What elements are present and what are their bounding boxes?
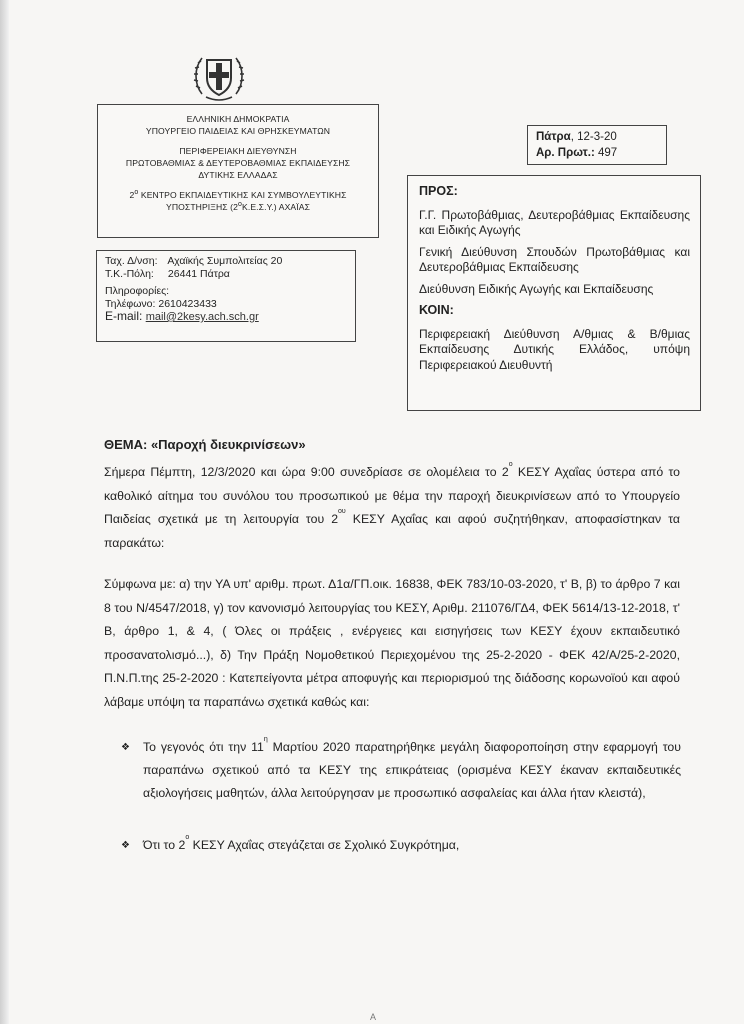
cc-label: ΚΟΙΝ: (419, 303, 454, 317)
ministry-header-box (97, 104, 379, 238)
recipient-3: Διεύθυνση Ειδικής Αγωγής και Εκπαίδευσης (419, 281, 654, 296)
paragraph-meeting: Σήμερα Πέμπτη, 12/3/2020 και ώρα 9:00 συνεδρίασε σε ολομέλεια το $2^o$ ΚΕΣΥ Αχαΐας ύστερα από το καθολικό αίτημα του συνόλου του προσωπικού με θέμα την παροχή διευκρινίσεων από το Υπουργείο Παιδείας σχετικά με τη λειτουργία του $2^{o\upsilon}$ ΚΕΣΥ Αχαΐας και αφού συζητήθηκαν, αποφασίστηκαν τα παρακάτω: (104, 461, 680, 550)
ministry-line-6: $2^o$ ΚΕΝΤΡΟ ΕΚΠΑΙΔΕΥΤΙΚΗΣ ΚΑΙ ΣΥΜΒΟΥΛΕΥΤΙΚΗΣ (129, 189, 347, 200)
contact-box (96, 250, 356, 342)
ministry-line-5: ΔΥΤΙΚΗΣ ΕΛΛΑΔΑΣ (198, 170, 278, 180)
to-label: ΠΡΟΣ: (419, 184, 458, 198)
bullet-diamond-icon: ❖ (121, 840, 130, 851)
cc-recipient: Περιφερειακή Διεύθυνση Α/θμιας & Β/θμιας Εκπαίδευσης Δυτικής Ελλάδος, υπόψη Περιφερειακού Διευθυντή (419, 326, 690, 372)
email-row: E-mail: mail@2kesy.ach.sch.gr (105, 309, 259, 323)
bullet-item-1: ❖ Το γεγονός ότι την $11^\eta$ Μαρτίου 2020 παρατηρήθηκε μεγάλη διαφοροποίηση στην εφαρμογή του παραπάνω σχετικού από τα ΚΕΣΥ της επικράτειας (ορισμένα ΚΕΣΥ έκαναν εκπαιδευτικές αξιολογήσεις μαθητών, άλλα λειτούργησαν με προσωπικό ασφαλείας και άλλα ήταν κλειστά), (121, 736, 681, 800)
recipient-2: Γενική Διεύθυνση Σπουδών Πρωτοβάθμιας και Δευτεροβάθμιας Εκπαίδευσης (419, 244, 690, 274)
phone-row: Τηλέφωνο: 2610423433 (105, 297, 217, 310)
bullet-diamond-icon: ❖ (121, 742, 130, 753)
scan-edge (0, 0, 9, 1024)
recipients-box (407, 175, 701, 411)
date-row: Πάτρα, 12-3-20 (536, 131, 617, 143)
recipient-1: Γ.Γ. Πρωτοβάθμιας, Δευτεροβάθμιας Εκπαίδευσης και Ειδικής Αγωγής (419, 207, 690, 237)
greek-coat-of-arms-icon (190, 48, 248, 104)
ministry-line-4: ΠΡΩΤΟΒΑΘΜΙΑΣ & ΔΕΥΤΕΡΟΒΑΘΜΙΑΣ ΕΚΠΑΙΔΕΥΣΗΣ (125, 158, 351, 168)
ministry-line-1: ΕΛΛΗΝΙΚΗ ΔΗΜΟΚΡΑΤΙΑ (186, 114, 290, 124)
paragraph-references: Σύμφωνα με: α) την ΥΑ υπ' αριθμ. πρωτ. Δ1α/ΓΠ.οικ. 16838, ΦΕΚ 783/10-03-2020, τ' Β, β) το άρθρο 7 και 8 του Ν/4547/2018, γ) τον κανονισμό λειτουργίας του ΚΕΣΥ, Αριθμ. 211076/ΓΔ4, ΦΕΚ 5614/13-12-2018, τ' Β, άρθρο 1, & 4, ( Όλες οι πράξεις , ενέργειες και εισηγήσεις των ΚΕΣΥ έχουν εκπαιδευτικό προσανατολισμό...), δ) Την Πράξη Νομοθετικού Περιεχομένου της 25-2-2020 - ΦΕΚ 42/Α/25-2-2020, Π.Ν.Π.της 25-2-2020 : Κατεπείγοντα μέτρα αποφυγής και περιορισμού της διάδοσης κορωνοϊού και αφού λάβαμε υπόψη τα παραπάνω σχετικά καθώς και: (104, 577, 680, 709)
bullet-item-2: ❖ Ότι το $2^o$ ΚΕΣΥ Αχαΐας στεγάζεται σε Σχολικό Συγκρότημα, (121, 834, 681, 857)
footer-mark: A (370, 1012, 377, 1022)
ministry-line-7: ΥΠΟΣΤΗΡΙΞΗΣ $(2^oK.E.\Sigma.\Upsilon.)$ ΑΧΑΪΑΣ (165, 201, 310, 212)
city-row: Τ.Κ.-Πόλη: 26441 Πάτρα (105, 267, 230, 280)
info-label: Πληροφορίες: (105, 285, 170, 297)
date-reference-box (527, 125, 667, 165)
ministry-line-2: ΥΠΟΥΡΓΕΙΟ ΠΑΙΔΕΙΑΣ ΚΑΙ ΘΡΗΣΚΕΥΜΑΤΩΝ (145, 126, 331, 136)
subject-line: ΘΕΜΑ: «Παροχή διευκρινίσεων» (104, 437, 306, 452)
address-row: Ταχ. Δ/νση: Αχαϊκής Συμπολιτείας 20 (105, 255, 283, 267)
email-link[interactable]: mail@2kesy.ach.sch.gr (145, 311, 259, 323)
ministry-line-3: ΠΕΡΙΦΕΡΕΙΑΚΗ ΔΙΕΥΘΥΝΣΗ (179, 146, 297, 156)
protocol-row: Αρ. Πρωτ.: 497 (536, 147, 618, 159)
